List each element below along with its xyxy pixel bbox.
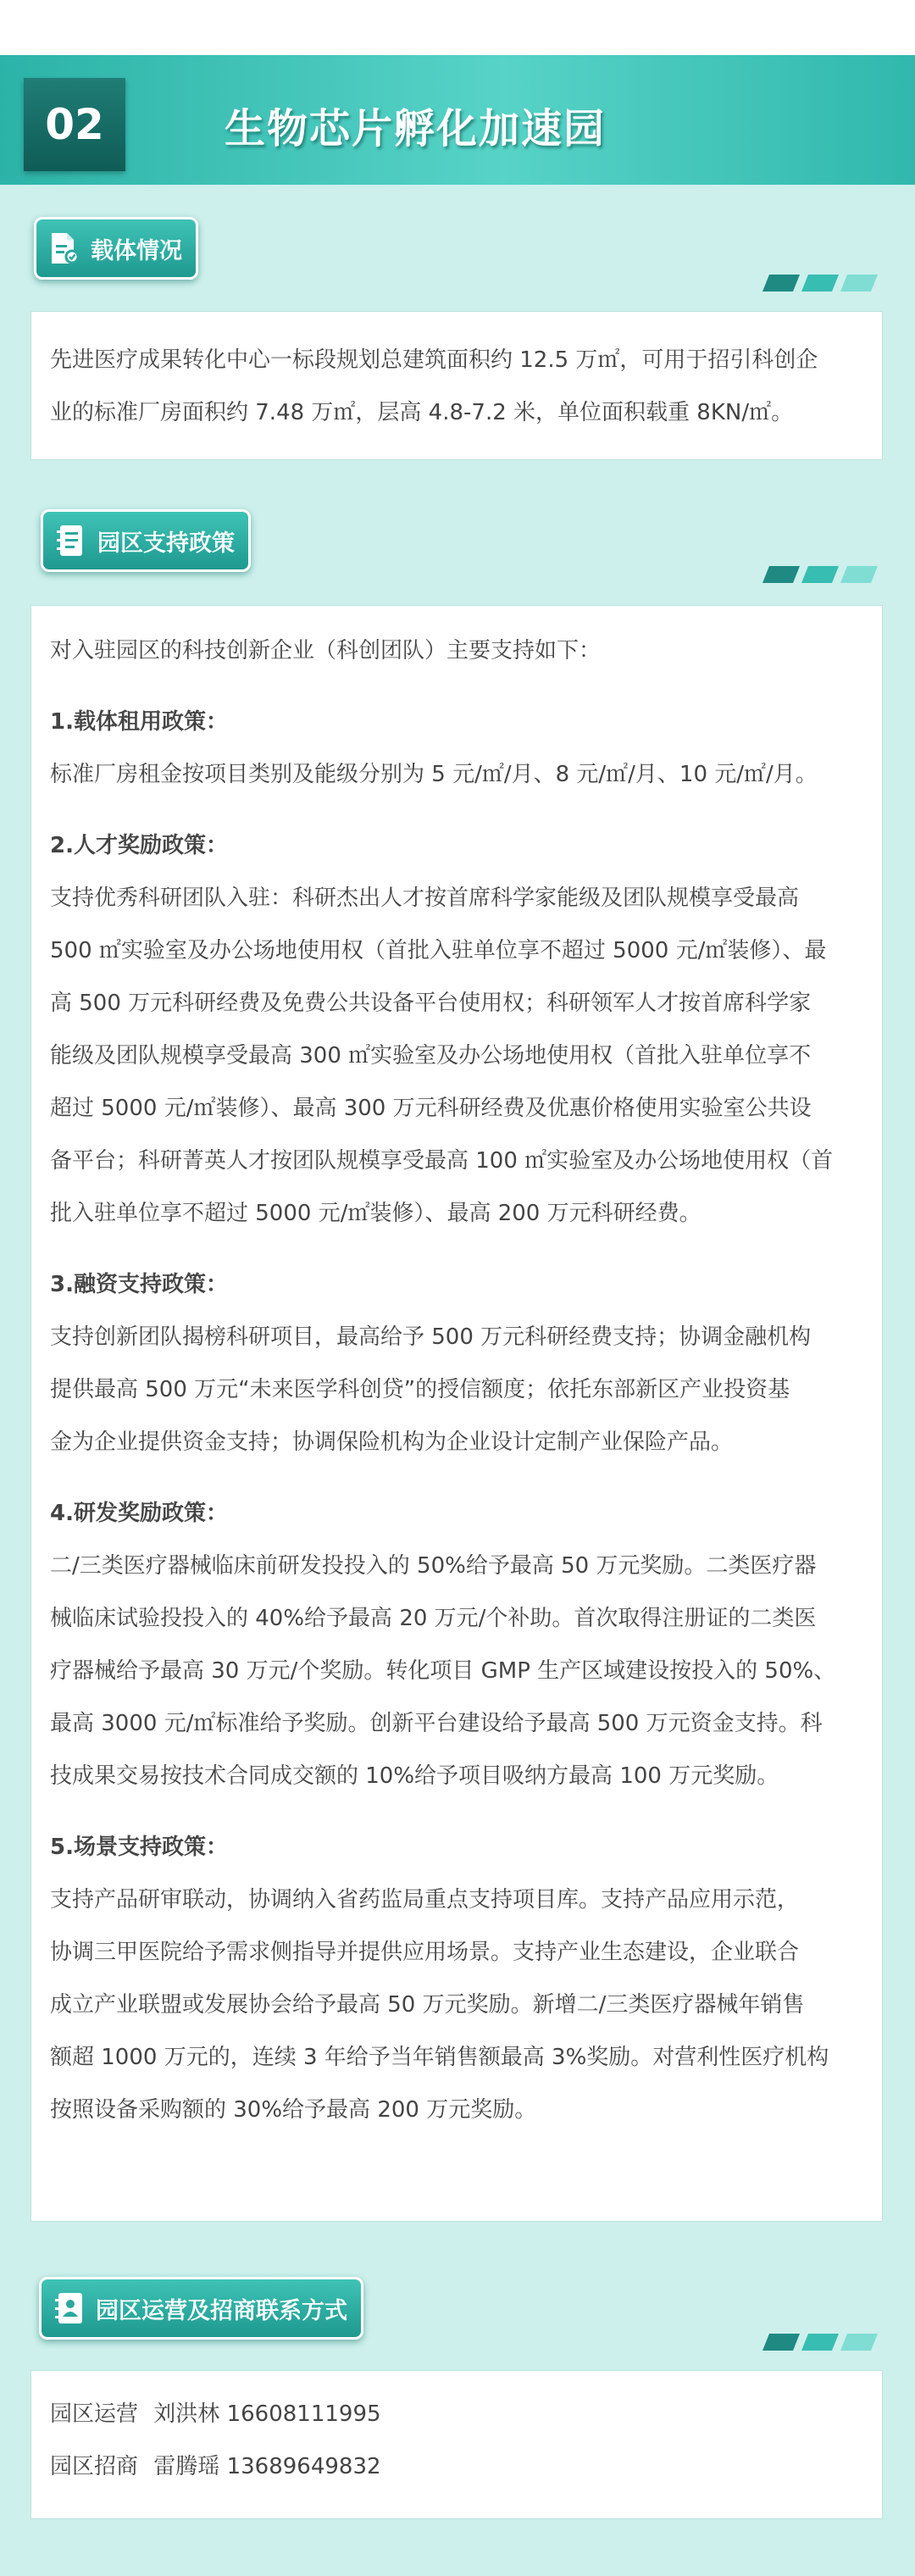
policy-line: 500 ㎡实验室及办公场地使用权（首批入驻单位享不超过 5000 元/㎡装修）、最 bbox=[50, 938, 827, 963]
policy-line: 最高 3000 元/㎡标准给予奖励。创新平台建设给予最高 500 万元资金支持。科 bbox=[50, 1711, 823, 1736]
policy-line: 提供最高 500 万元“未来医学科创贷”的授信额度；依托东部新区产业投资基 bbox=[50, 1377, 790, 1402]
contact-name: 雷腾瑶 bbox=[153, 2454, 220, 2479]
policy-tag bbox=[41, 509, 251, 572]
policy-line: 备平台；科研菁英人才按团队规模享受最高 100 ㎡实验室及办公场地使用权（首 bbox=[50, 1148, 834, 1174]
decor-stripes-2 bbox=[762, 566, 878, 583]
policy-heading-rnd: 4.研发奖励政策： bbox=[50, 1501, 228, 1526]
policy-heading-scenario: 5.场景支持政策： bbox=[50, 1835, 228, 1860]
policy-line: 超过 5000 元/㎡装修）、最高 300 万元科研经费及优惠价格使用实验室公共设 bbox=[50, 1096, 812, 1121]
carrier-line: 业的标准厂房面积约 7.48 万㎡，层高 4.8-7.2 米，单位面积载重 8KN/㎡。 bbox=[50, 400, 794, 425]
decor-stripes-3 bbox=[762, 2334, 878, 2351]
contact-name: 刘洪林 bbox=[153, 2401, 220, 2427]
page-title: 生物芯片孵化加速园 bbox=[224, 104, 606, 153]
policy-line: 按照设备采购额的 30%给予最高 200 万元奖励。 bbox=[50, 2097, 537, 2123]
contact-title: 园区运营及招商联系方式 bbox=[96, 2297, 347, 2324]
contact-label: 园区运营 bbox=[50, 2401, 139, 2427]
contact-phone[interactable]: 13689649832 bbox=[226, 2454, 381, 2479]
policy-line: 二/三类医疗器械临床前研发投投入的 50%给予最高 50 万元奖励。二类医疗器 bbox=[50, 1553, 817, 1579]
policy-intro: 对入驻园区的科技创新企业（科创团队）主要支持如下： bbox=[50, 638, 602, 663]
policy-line: 能级及团队规模享受最高 300 ㎡实验室及办公场地使用权（首批入驻单位享不 bbox=[50, 1043, 812, 1069]
policy-card bbox=[30, 605, 883, 2222]
document-icon bbox=[48, 231, 80, 265]
contact-tag bbox=[39, 2277, 363, 2340]
notebook-icon bbox=[55, 524, 87, 558]
policy-heading-rent: 1.载体租用政策： bbox=[50, 709, 228, 735]
policy-line: 支持产品研审联动，协调纳入省药监局重点支持项目库。支持产品应用示范， bbox=[50, 1887, 800, 1913]
contact-label: 园区招商 bbox=[50, 2454, 139, 2479]
policy-line: 额超 1000 万元的，连续 3 年给予当年销售额最高 3%奖励。对营利性医疗机构 bbox=[50, 2045, 829, 2070]
contact-card bbox=[30, 2370, 883, 2519]
section-number: 02 bbox=[24, 78, 125, 171]
policy-line: 高 500 万元科研经费及免费公共设备平台使用权；科研领军人才按首席科学家 bbox=[50, 991, 812, 1016]
policy-heading-finance: 3.融资支持政策： bbox=[50, 1272, 228, 1297]
policy-line: 批入驻单位享不超过 5000 元/㎡装修）、最高 200 万元科研经费。 bbox=[50, 1201, 702, 1226]
policy-line: 支持优秀科研团队入驻：科研杰出人才按首席科学家能级及团队规模享受最高 bbox=[50, 886, 800, 911]
policy-line: 械临床试验投投入的 40%给予最高 20 万元/个补助。首次取得注册证的二类医 bbox=[50, 1606, 817, 1631]
policy-line: 金为企业提供资金支持；协调保险机构为企业设计定制产业保险产品。 bbox=[50, 1430, 734, 1455]
carrier-tag bbox=[34, 217, 198, 280]
contact-card-icon bbox=[53, 2291, 86, 2325]
policy-heading-talent: 2.人才奖励政策： bbox=[50, 833, 228, 858]
policy-line: 技成果交易按技术合同成交额的 10%给予项目吸纳方最高 100 万元奖励。 bbox=[50, 1763, 779, 1789]
contact-phone[interactable]: 16608111995 bbox=[226, 2401, 381, 2427]
policy-line: 成立产业联盟或发展协会给予最高 50 万元奖励。新增二/三类医疗器械年销售 bbox=[50, 1992, 805, 2018]
policy-line: 标准厂房租金按项目类别及能级分别为 5 元/㎡/月、8 元/㎡/月、10 元/㎡/月。 bbox=[50, 762, 818, 787]
carrier-card bbox=[30, 311, 883, 460]
contact-row bbox=[50, 2440, 863, 2493]
policy-line: 协调三甲医院给予需求侧指导并提供应用场景。支持产业生态建设，企业联合 bbox=[50, 1940, 800, 1965]
carrier-title: 载体情况 bbox=[91, 237, 182, 264]
contact-row bbox=[50, 2388, 863, 2440]
policy-title: 园区支持政策 bbox=[97, 530, 235, 557]
decor-stripes-1 bbox=[762, 275, 878, 291]
carrier-line: 先进医疗成果转化中心一标段规划总建筑面积约 12.5 万㎡，可用于招引科创企 bbox=[50, 347, 818, 373]
policy-line: 支持创新团队揭榜科研项目，最高给予 500 万元科研经费支持；协调金融机构 bbox=[50, 1324, 812, 1350]
policy-line: 疗器械给予最高 30 万元/个奖励。转化项目 GMP 生产区域建设按投入的 50%、 bbox=[50, 1658, 836, 1684]
